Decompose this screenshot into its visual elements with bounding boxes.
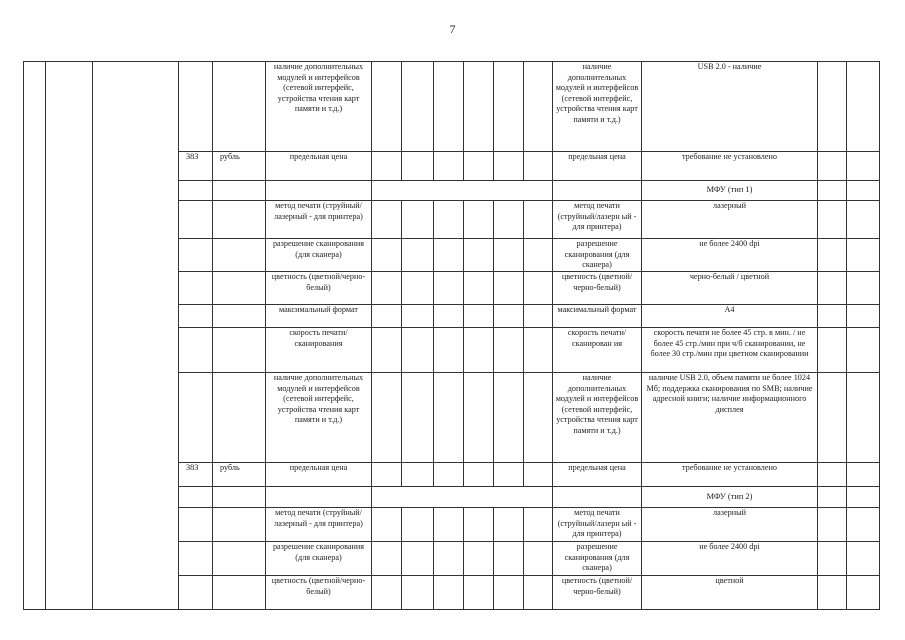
empty-cell: [402, 152, 434, 181]
empty-cell: [818, 239, 847, 272]
characteristic-name: цветность (цветной/черно-белый): [266, 576, 372, 610]
empty-cell: [524, 328, 553, 373]
characteristic-value: лазерный: [642, 201, 818, 239]
code-cell: [179, 328, 213, 373]
characteristic-cell: [553, 181, 642, 201]
empty-cell: [494, 62, 524, 152]
unit-cell: [213, 487, 266, 508]
table-row: [24, 62, 880, 152]
empty-cell: [402, 576, 434, 610]
empty-cell: [434, 542, 464, 576]
empty-cell: [847, 328, 880, 373]
unit-cell: [213, 239, 266, 272]
empty-cell: [847, 487, 880, 508]
empty-cell: [464, 576, 494, 610]
empty-cell: [464, 463, 494, 487]
characteristic-value: А4: [642, 305, 818, 328]
item-name-cell: [93, 62, 179, 610]
empty-cell: [434, 272, 464, 305]
code-cell: [179, 62, 213, 152]
empty-cell: [434, 152, 464, 181]
characteristic-value: не более 2400 dpi: [642, 239, 818, 272]
empty-cell: [847, 181, 880, 201]
empty-cell: [372, 508, 402, 542]
empty-cell: [372, 576, 402, 610]
empty-cell: [847, 576, 880, 610]
empty-cell: [434, 576, 464, 610]
empty-cell: [818, 272, 847, 305]
empty-cell: [372, 62, 402, 152]
characteristic-name-approved: наличие дополнительных модулей и интерфейсов (сетевой интерфейс, устройства чтения карт памяти и т.д.): [553, 62, 642, 152]
characteristic-name: разрешение сканирования (для сканера): [266, 239, 372, 272]
empty-cell: [524, 542, 553, 576]
empty-cell: [818, 305, 847, 328]
empty-cell: [494, 373, 524, 463]
unit-cell: рубль: [213, 152, 266, 181]
empty-cell: [372, 328, 402, 373]
characteristic-name-approved: метод печати (струйный/лазерн ый - для принтера): [553, 201, 642, 239]
empty-cell: [464, 305, 494, 328]
empty-cell: [464, 201, 494, 239]
empty-cell: [524, 272, 553, 305]
code-cell: [179, 181, 213, 201]
empty-cell: [402, 373, 434, 463]
characteristic-name-approved: цветность (цветной/черно-белый): [553, 272, 642, 305]
characteristic-value: наличие USB 2.0, объем памяти не более 1024 Мб; поддержка сканирования по SMB; наличие адресной книги; наличие информационного дисплея: [642, 373, 818, 463]
empty-cell: [818, 542, 847, 576]
characteristic-cell: [266, 487, 372, 508]
empty-cell: [464, 542, 494, 576]
empty-cell: [847, 152, 880, 181]
empty-cell: [464, 62, 494, 152]
empty-cell: [524, 239, 553, 272]
empty-cell: [847, 305, 880, 328]
empty-cell: [464, 152, 494, 181]
empty-cell: [524, 576, 553, 610]
empty-cell: [524, 305, 553, 328]
empty-cell: [494, 239, 524, 272]
unit-cell: [213, 508, 266, 542]
empty-cell: [464, 373, 494, 463]
empty-cell: [818, 152, 847, 181]
empty-cell: [494, 576, 524, 610]
characteristic-name: предельная цена: [266, 152, 372, 181]
characteristic-name: предельная цена: [266, 463, 372, 487]
unit-cell: [213, 272, 266, 305]
code-cell: [179, 487, 213, 508]
empty-cell: [402, 328, 434, 373]
code-cell: [179, 508, 213, 542]
empty-cell: [372, 305, 402, 328]
empty-cell: [464, 328, 494, 373]
characteristic-value: требование не установлено: [642, 463, 818, 487]
empty-cell: [494, 463, 524, 487]
device-type-label: МФУ (тип 2): [642, 487, 818, 508]
page-number: 7: [449, 22, 456, 36]
empty-merged-cell: [372, 181, 553, 201]
empty-cell: [847, 201, 880, 239]
empty-cell: [818, 328, 847, 373]
characteristic-name: наличие дополнительных модулей и интерфейсов (сетевой интерфейс, устройства чтения карт памяти и т.д.): [266, 373, 372, 463]
empty-cell: [372, 542, 402, 576]
empty-cell: [434, 239, 464, 272]
code-cell: 383: [179, 463, 213, 487]
empty-cell: [818, 181, 847, 201]
empty-cell: [434, 328, 464, 373]
characteristic-value: лазерный: [642, 508, 818, 542]
empty-cell: [372, 201, 402, 239]
code-cell: [179, 239, 213, 272]
code-cell: [179, 576, 213, 610]
okpd-code-cell: [46, 62, 93, 610]
empty-cell: [847, 542, 880, 576]
empty-cell: [434, 201, 464, 239]
specification-table: [23, 61, 880, 610]
empty-cell: [434, 305, 464, 328]
empty-cell: [402, 542, 434, 576]
characteristic-name-approved: максимальный формат: [553, 305, 642, 328]
row-number-cell: [24, 62, 46, 610]
empty-cell: [402, 508, 434, 542]
unit-cell: [213, 305, 266, 328]
code-cell: [179, 305, 213, 328]
code-cell: [179, 373, 213, 463]
unit-cell: [213, 373, 266, 463]
characteristic-name: цветность (цветной/черно-белый): [266, 272, 372, 305]
empty-cell: [402, 305, 434, 328]
empty-cell: [372, 373, 402, 463]
empty-cell: [524, 373, 553, 463]
empty-cell: [524, 62, 553, 152]
characteristic-value: черно-белый / цветной: [642, 272, 818, 305]
empty-cell: [372, 272, 402, 305]
empty-cell: [434, 463, 464, 487]
empty-cell: [494, 152, 524, 181]
empty-cell: [402, 463, 434, 487]
characteristic-name-approved: скорость печати/сканирован ия: [553, 328, 642, 373]
code-cell: [179, 201, 213, 239]
unit-cell: [213, 576, 266, 610]
characteristic-cell: [266, 181, 372, 201]
empty-cell: [464, 508, 494, 542]
characteristic-name: метод печати (струйный/лазерный - для принтера): [266, 201, 372, 239]
empty-cell: [494, 328, 524, 373]
characteristic-name-approved: разрешение сканирования (для сканера): [553, 542, 642, 576]
unit-cell: [213, 201, 266, 239]
empty-cell: [847, 373, 880, 463]
code-cell: 383: [179, 152, 213, 181]
empty-cell: [372, 463, 402, 487]
empty-cell: [372, 152, 402, 181]
empty-cell: [494, 272, 524, 305]
empty-cell: [818, 62, 847, 152]
empty-cell: [402, 201, 434, 239]
empty-cell: [434, 373, 464, 463]
empty-cell: [524, 201, 553, 239]
characteristic-name: наличие дополнительных модулей и интерфейсов (сетевой интерфейс, устройства чтения карт памяти и т.д.): [266, 62, 372, 152]
empty-cell: [402, 239, 434, 272]
empty-cell: [818, 508, 847, 542]
empty-cell: [847, 239, 880, 272]
empty-cell: [847, 62, 880, 152]
characteristic-value: требование не установлено: [642, 152, 818, 181]
unit-cell: [213, 328, 266, 373]
empty-cell: [434, 508, 464, 542]
code-cell: [179, 272, 213, 305]
characteristic-value: скорость печати не более 45 стр. в мин. / не более 45 стр./мин при ч/б сканировании, не более 30 стр./мин при цветном сканировании: [642, 328, 818, 373]
unit-cell: [213, 542, 266, 576]
empty-cell: [524, 508, 553, 542]
empty-cell: [494, 201, 524, 239]
empty-cell: [847, 272, 880, 305]
characteristic-name: разрешение сканирования (для сканера): [266, 542, 372, 576]
empty-cell: [494, 508, 524, 542]
empty-cell: [524, 152, 553, 181]
characteristic-name-approved: метод печати (струйный/лазерн ый - для принтера): [553, 508, 642, 542]
characteristic-value: USB 2.0 - наличие: [642, 62, 818, 152]
empty-cell: [818, 576, 847, 610]
unit-cell: [213, 181, 266, 201]
unit-cell: рубль: [213, 463, 266, 487]
empty-cell: [434, 62, 464, 152]
empty-cell: [818, 373, 847, 463]
characteristic-value: цветной: [642, 576, 818, 610]
characteristic-cell: [553, 487, 642, 508]
empty-cell: [464, 272, 494, 305]
empty-cell: [494, 542, 524, 576]
empty-cell: [818, 201, 847, 239]
empty-cell: [847, 463, 880, 487]
characteristic-name-approved: наличие дополнительных модулей и интерфейсов (сетевой интерфейс, устройства чтения карт памяти и т.д.): [553, 373, 642, 463]
characteristic-name-approved: цветность (цветной/черно-белый): [553, 576, 642, 610]
empty-merged-cell: [372, 487, 553, 508]
characteristic-name-approved: разрешение сканирования (для сканера): [553, 239, 642, 272]
device-type-label: МФУ (тип 1): [642, 181, 818, 201]
empty-cell: [494, 305, 524, 328]
code-cell: [179, 542, 213, 576]
characteristic-name: метод печати (струйный/лазерный - для принтера): [266, 508, 372, 542]
empty-cell: [818, 487, 847, 508]
empty-cell: [372, 239, 402, 272]
characteristic-name-approved: предельная цена: [553, 463, 642, 487]
empty-cell: [524, 463, 553, 487]
characteristic-name: максимальный формат: [266, 305, 372, 328]
unit-cell: [213, 62, 266, 152]
characteristic-value: не более 2400 dpi: [642, 542, 818, 576]
empty-cell: [402, 62, 434, 152]
empty-cell: [847, 508, 880, 542]
characteristic-name: скорость печати/сканирования: [266, 328, 372, 373]
empty-cell: [402, 272, 434, 305]
empty-cell: [464, 239, 494, 272]
characteristic-name-approved: предельная цена: [553, 152, 642, 181]
empty-cell: [818, 463, 847, 487]
